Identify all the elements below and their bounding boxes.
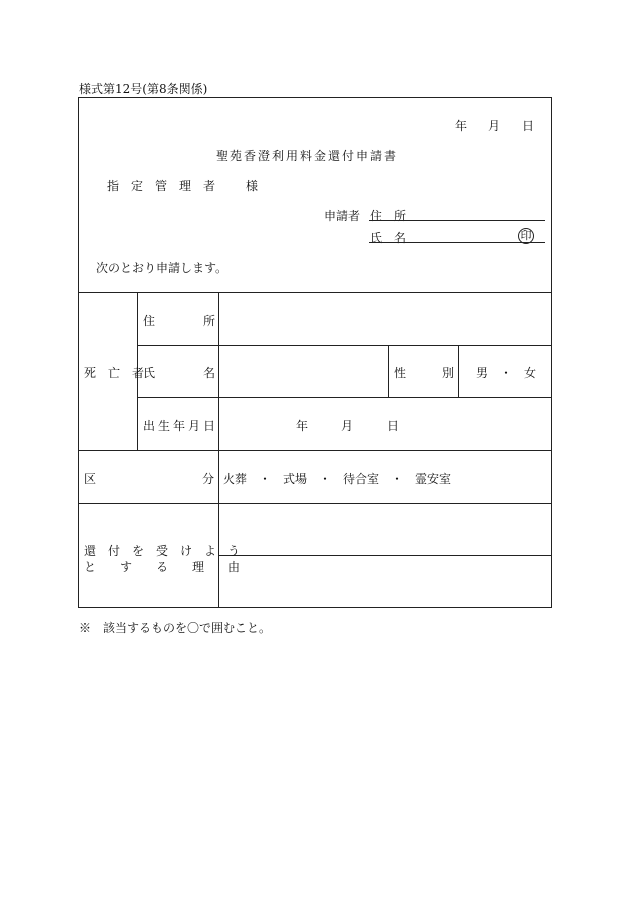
category-options[interactable]: 火葬 ・ 式場 ・ 待合室 ・ 霊安室 — [223, 472, 452, 486]
applicant-address-label: 住 所 — [370, 209, 407, 223]
reason-label-line2: と す る 理 由 — [84, 560, 241, 574]
reason-field-line1[interactable] — [219, 504, 551, 554]
gender-label: 性 別 — [394, 366, 455, 380]
applicant-name-field[interactable] — [369, 242, 545, 243]
col-line-gender-value — [458, 345, 459, 397]
reason-field-line2[interactable] — [219, 556, 551, 607]
deceased-address-label: 住 所 — [143, 314, 216, 328]
applicant-name-label: 氏 名 — [370, 231, 407, 245]
row-line-3 — [78, 450, 552, 451]
birthdate-label: 出生年月日 — [143, 419, 219, 433]
intro-text: 次のとおり申請します。 — [96, 261, 228, 275]
birthdate-month-label: 月 — [341, 419, 354, 433]
applicant-address-field[interactable] — [369, 220, 545, 221]
birthdate-year-label: 年 — [296, 419, 309, 433]
date-day-label: 日 — [522, 119, 535, 133]
date-month-label: 月 — [488, 119, 501, 133]
applicant-label: 申請者 — [324, 209, 361, 223]
deceased-name-field[interactable] — [219, 346, 387, 396]
gender-options[interactable]: 男 ・ 女 — [476, 366, 537, 380]
date-year-label: 年 — [455, 119, 468, 133]
deceased-name-label: 氏 名 — [143, 366, 216, 380]
category-label-right: 分 — [202, 472, 215, 486]
reason-label-line1: 還 付 を 受 け よ う — [84, 544, 241, 558]
footnote: ※ 該当するものを〇で囲むこと。 — [79, 621, 272, 635]
form-title: 聖苑香澄利用料金還付申請書 — [216, 149, 399, 163]
col-line-gender-label — [388, 345, 389, 397]
seal-mark: 印 — [518, 228, 534, 244]
deceased-group-label: 死 亡 者 — [84, 366, 145, 380]
birthdate-day-label: 日 — [387, 419, 400, 433]
form-number: 様式第12号(第8条関係) — [79, 82, 208, 96]
addressee-suffix: 様 — [246, 179, 259, 193]
category-label-left: 区 — [84, 472, 97, 486]
deceased-address-field[interactable] — [219, 293, 551, 344]
addressee-label: 指 定 管 理 者 — [107, 179, 216, 193]
row-line-2 — [137, 397, 552, 398]
